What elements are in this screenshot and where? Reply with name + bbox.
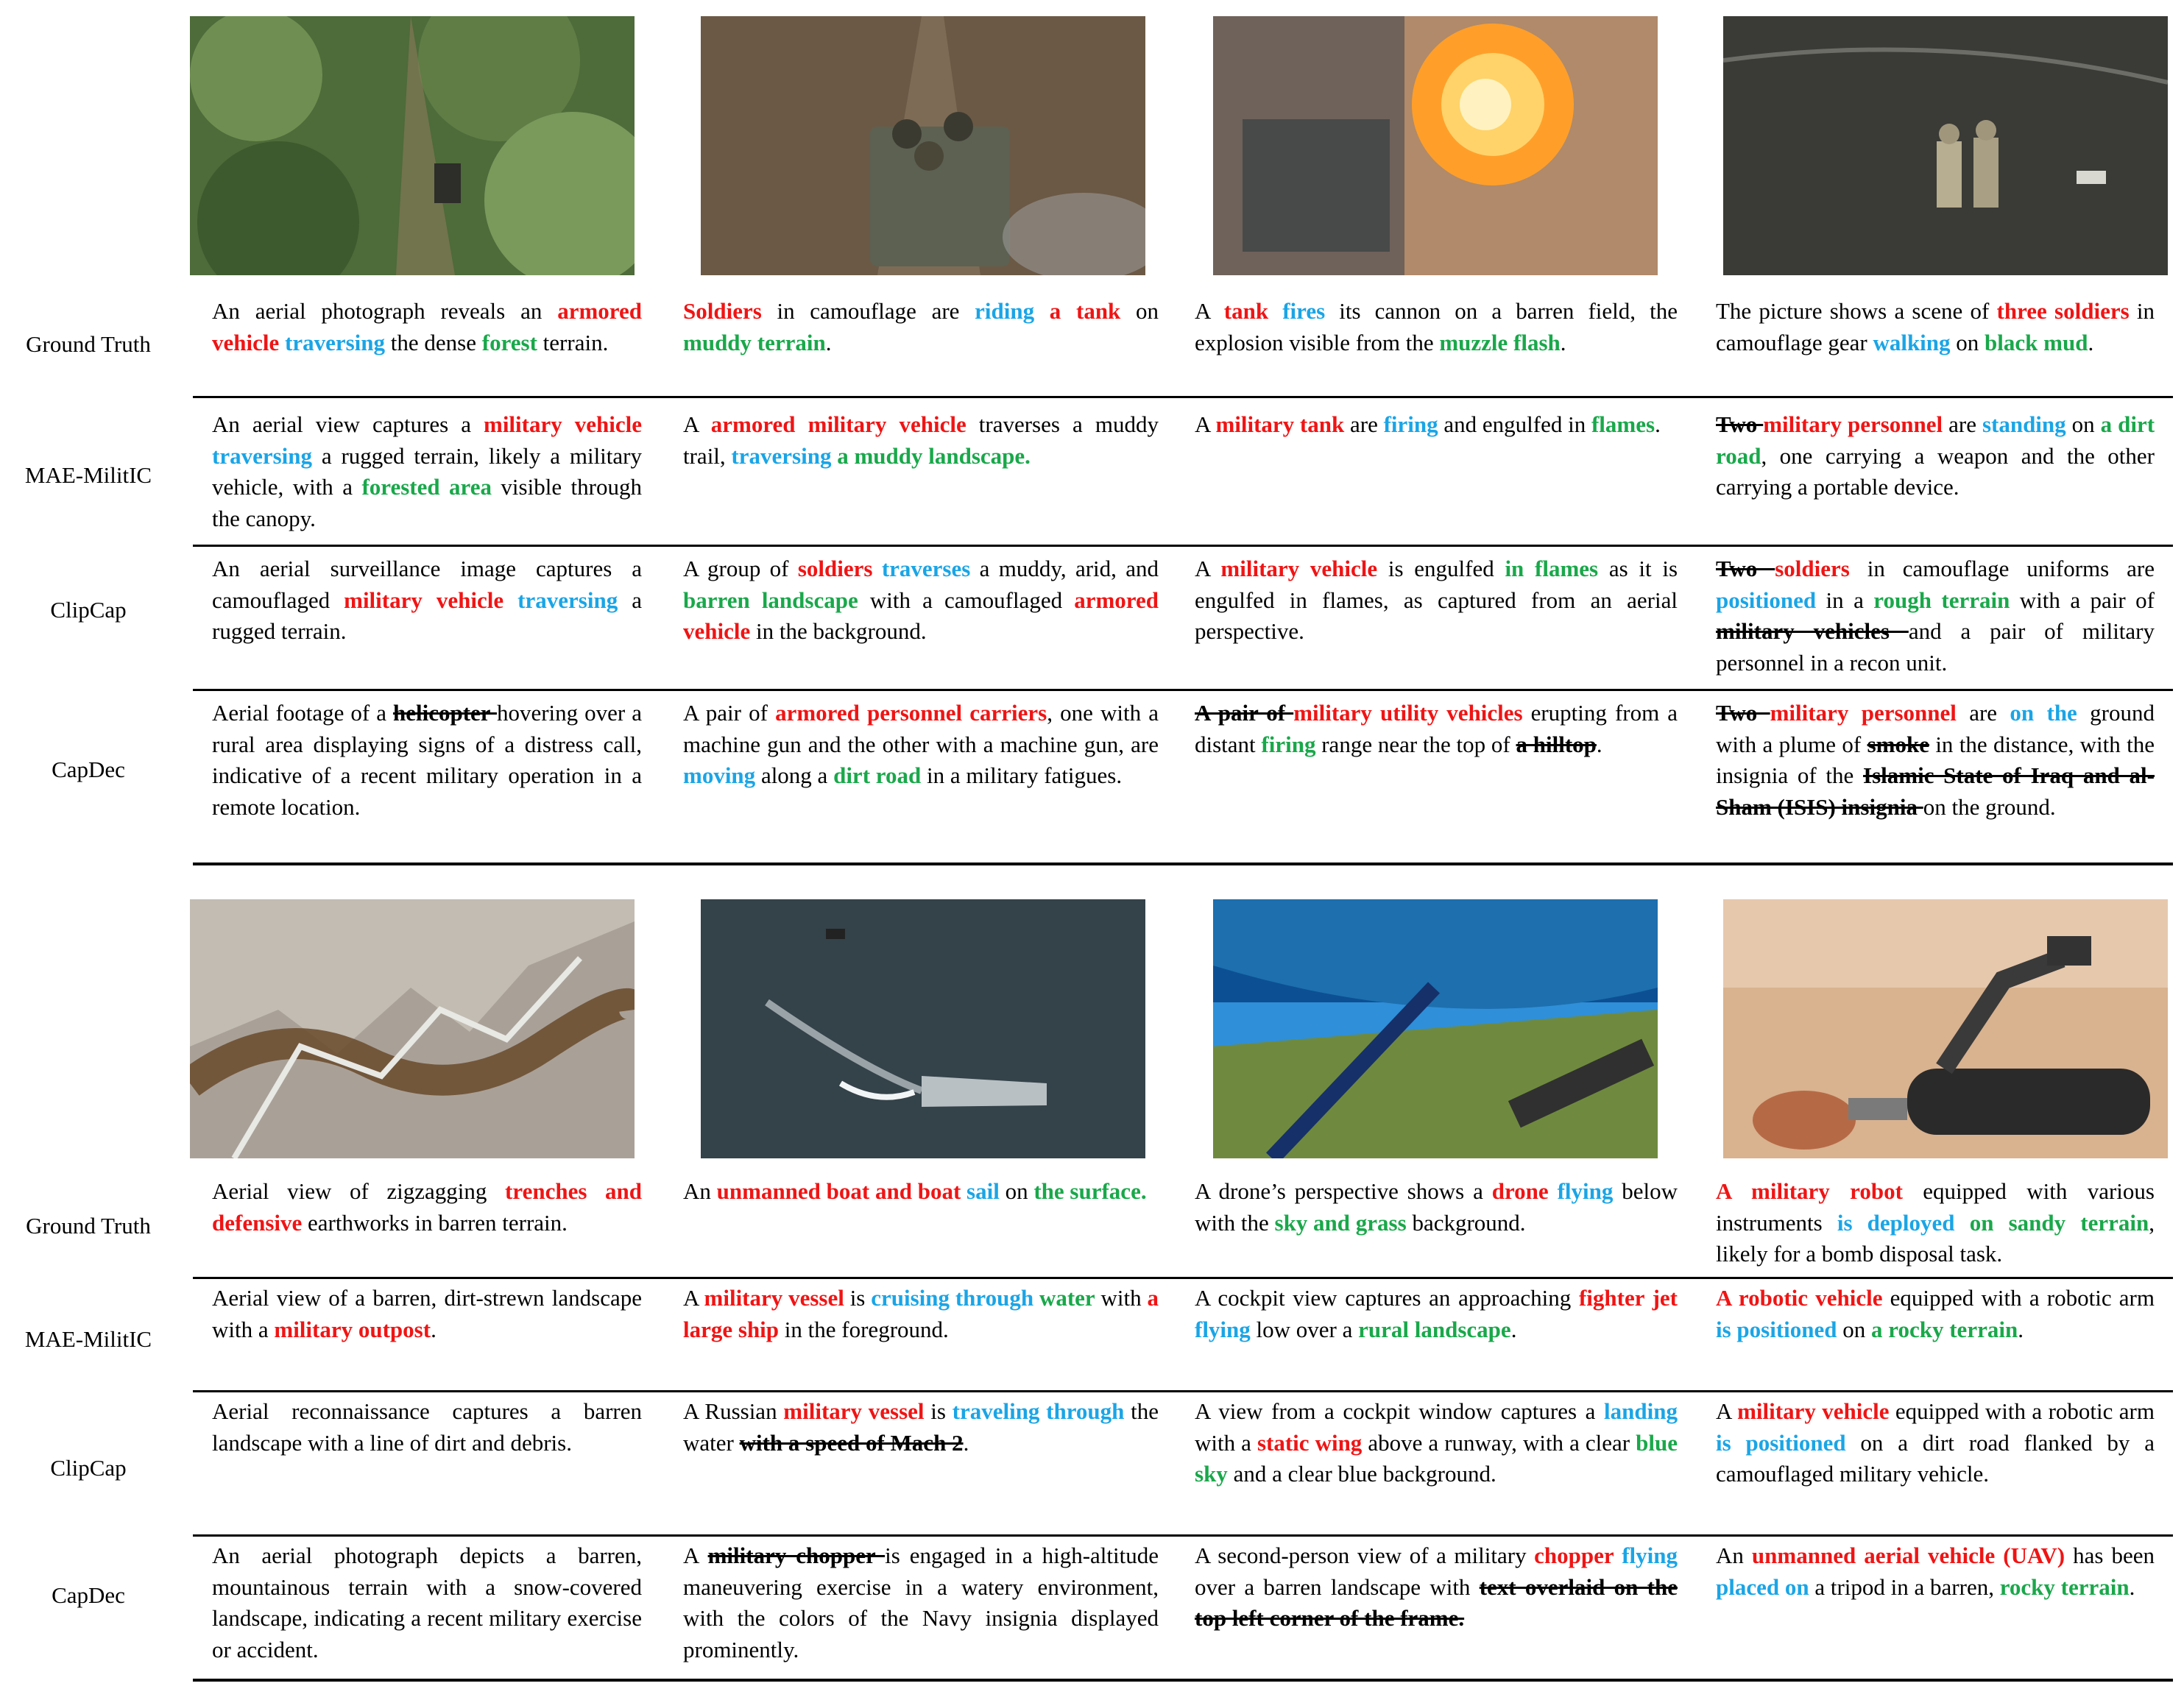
caption-b1-r4-c2-segment-4: along a (755, 762, 834, 788)
caption-b1-r1-c4-segment-4: on (1950, 329, 1985, 355)
caption-b2-r1-c1-segment-1: trenches and defensive (212, 1178, 642, 1236)
caption-b1-r4-c4 (1716, 698, 2155, 823)
caption-b2-r1-c2-segment-2 (961, 1178, 966, 1204)
caption-b2-r3-c4-segment-4: on a dirt road flanked by a camouflaged military vehicle. (1716, 1429, 2155, 1487)
caption-b2-r2-c2 (683, 1283, 1159, 1345)
caption-b2-r3-c4-segment-3: is positioned (1716, 1429, 1846, 1456)
caption-b2-r2-c4 (1716, 1283, 2155, 1345)
caption-b2-r2-c1 (212, 1283, 642, 1345)
caption-b1-r2-c1 (212, 409, 642, 534)
caption-b1-r4-c1 (212, 698, 642, 823)
caption-b1-r1-c2 (683, 296, 1159, 358)
caption-b1-r1-c2-segment-0: Soldiers (683, 298, 762, 324)
caption-b1-r3-c3-segment-1: military vehicle (1220, 556, 1378, 581)
caption-b2-r1-c3-segment-3: flying (1557, 1178, 1614, 1204)
caption-b1-r2-c2-segment-5: a muddy landscape. (837, 442, 1031, 469)
caption-b1-r2-c4-segment-5: a dirt road (1716, 411, 2155, 469)
caption-b1-r2-c1-segment-4: a rugged terrain, likely a military vehicle, with a (212, 442, 642, 500)
caption-b2-r2-c2-segment-6: with (1095, 1285, 1148, 1311)
caption-b2-r2-c3-segment-1: fighter jet (1578, 1285, 1678, 1311)
caption-b1-r2-c4-segment-2: are (1943, 411, 1982, 437)
caption-b1-r2-c3-segment-1: military tank (1215, 411, 1345, 437)
caption-b2-r3-c2-segment-0: A Russian (683, 1398, 784, 1424)
caption-b2-r3-c4-segment-2: equipped with a robotic arm (1889, 1398, 2155, 1424)
caption-b1-r2-c3-segment-5: flames (1591, 411, 1655, 437)
caption-b2-r4-c1 (212, 1540, 642, 1665)
caption-b2-r1-c4 (1716, 1176, 2155, 1270)
caption-b2-r1-c3-segment-2 (1549, 1178, 1558, 1204)
row-label-capdec: CapDec (52, 1582, 125, 1608)
caption-b1-r3-c1-segment-3: traversing (517, 587, 618, 613)
caption-b2-r1-c4-segment-3 (1955, 1210, 1970, 1236)
caption-b2-r2-c1-segment-0: Aerial view of a barren, dirt-strewn landscape with a (212, 1285, 642, 1342)
caption-b1-r3-c4-segment-8: and a pair of military personnel in a recon unit. (1716, 618, 2155, 676)
image-drone-view-sky-grass (1213, 899, 1658, 1158)
table-rule (193, 396, 2173, 398)
caption-b1-r4-c4-segment-4: ground with a plume of (1716, 700, 2155, 757)
caption-b1-r1-c2-segment-5: on (1120, 298, 1159, 324)
caption-b1-r2-c4-segment-6: , one carrying a weapon and the other carrying a portable device. (1716, 442, 2155, 500)
caption-b1-r1-c4 (1716, 296, 2155, 358)
caption-b2-r4-c4-segment-5: rocky terrain (1999, 1573, 2130, 1600)
caption-b2-r4-c2-segment-0: A (683, 1543, 708, 1568)
caption-b2-r4-c2-segment-2: is engaged in a high-altitude maneuvering exercise in a watery environment, with the colors of the Navy insignia displayed prominently. (683, 1543, 1159, 1662)
caption-b2-r2-c2-segment-7: a large ship (683, 1285, 1159, 1342)
caption-b1-r4-c3-segment-4: range near the top of (1315, 731, 1516, 757)
caption-b1-r4-c2-segment-6: in a military fatigues. (921, 762, 1123, 788)
row-label-clipcap: ClipCap (50, 597, 127, 623)
caption-b2-r3-c3-segment-3: static wing (1257, 1429, 1363, 1456)
caption-b1-r4-c2-segment-3: moving (683, 762, 756, 788)
caption-b2-r4-c4-segment-6: . (2129, 1573, 2135, 1600)
caption-b2-r2-c3 (1195, 1283, 1678, 1345)
caption-b2-r2-c4-segment-2: is positioned (1716, 1316, 1837, 1342)
caption-b1-r2-c1-segment-6: visible through the canopy. (212, 474, 642, 531)
caption-b1-r3-c4-segment-7: military vehicles (1716, 618, 1909, 644)
caption-b1-r3-c2 (683, 553, 1159, 648)
caption-b1-r3-c1-segment-0: An aerial surveillance image captures a camouflaged (212, 556, 642, 613)
caption-b1-r3-c3-segment-0: A (1195, 556, 1221, 581)
caption-b1-r4-c4-segment-3: on the (2010, 700, 2077, 726)
caption-b1-r3-c2-segment-8: in the background. (750, 618, 927, 644)
caption-b2-r3-c1 (212, 1396, 642, 1459)
caption-b1-r4-c4-segment-5: smoke (1867, 731, 1929, 757)
caption-b2-r2-c3-segment-5: rural landscape (1358, 1316, 1511, 1342)
caption-b2-r3-c3-segment-6: and a clear blue background. (1227, 1461, 1496, 1487)
caption-b1-r2-c3-segment-3: firing (1383, 411, 1438, 437)
caption-b1-r3-c2-segment-4: a muddy, arid, and (970, 556, 1159, 581)
row-label-ground-truth: Ground Truth (26, 1213, 151, 1239)
caption-b1-r4-c4-segment-8: on the ground. (1923, 793, 2056, 820)
caption-b1-r2-c2-segment-2: traverses a muddy trail, (683, 411, 1159, 469)
caption-b2-r2-c3-segment-0: A cockpit view captures an approaching (1195, 1285, 1579, 1311)
table-rule (193, 1679, 2173, 1682)
caption-b1-r3-c2-segment-7: armored vehicle (683, 587, 1159, 644)
caption-b1-r2-c4-segment-3: standing (1982, 411, 2066, 437)
caption-b2-r1-c2 (683, 1176, 1159, 1208)
caption-b2-r1-c1-segment-0: Aerial view of zigzagging (212, 1178, 506, 1204)
caption-b1-r2-c2-segment-3: traversing (731, 442, 832, 469)
caption-b1-r2-c2-segment-0: A (683, 411, 711, 437)
caption-b1-r4-c3-segment-2: erupting from a distant (1195, 700, 1678, 757)
caption-b2-r1-c1-segment-2: earthworks in barren terrain. (302, 1209, 568, 1236)
caption-b2-r1-c3-segment-0: A drone’s perspective shows a (1195, 1178, 1492, 1204)
caption-b1-r3-c4-segment-6: with a pair of (2010, 587, 2155, 613)
caption-b2-r3-c3-segment-5: blue sky (1195, 1429, 1678, 1487)
image-tank-with-soldiers-on-road (701, 16, 1145, 275)
caption-b1-r2-c4-segment-0: Two (1716, 411, 1764, 437)
caption-b2-r4-c3 (1195, 1540, 1678, 1635)
caption-b2-r3-c4-segment-1: military vehicle (1737, 1398, 1890, 1424)
caption-b2-r2-c4-segment-0: A robotic vehicle (1716, 1285, 1883, 1311)
caption-b1-r1-c1-segment-4: the dense (385, 329, 482, 355)
caption-b2-r4-c4-segment-2: has been (2065, 1543, 2155, 1568)
caption-b2-r4-c3-segment-3: flying (1622, 1543, 1678, 1568)
caption-b2-r2-c2-segment-5: water (1039, 1285, 1095, 1311)
caption-b2-r3-c4 (1716, 1396, 2155, 1490)
caption-b1-r1-c1 (212, 296, 642, 358)
caption-b1-r3-c2-segment-3: traverses (881, 556, 971, 581)
caption-b1-r1-c2-segment-2: riding (975, 298, 1035, 324)
caption-b2-r1-c2-segment-0: An (683, 1178, 717, 1204)
caption-b1-r4-c2-segment-2: , one with a machine gun and the other with a machine gun, are (683, 700, 1159, 757)
caption-b1-r1-c3-segment-1: tank (1223, 298, 1269, 324)
caption-b1-r3-c1-segment-2 (503, 587, 517, 613)
caption-b2-r4-c4-segment-3: placed on (1716, 1573, 1809, 1600)
caption-b2-r1-c3-segment-1: drone (1491, 1178, 1549, 1204)
caption-b1-r3-c3 (1195, 553, 1678, 648)
caption-b1-r4-c2 (683, 698, 1159, 792)
table-rule (193, 1277, 2173, 1279)
caption-b2-r3-c2-segment-6: . (963, 1429, 969, 1456)
caption-b1-r1-c4-segment-0: The picture shows a scene of (1716, 298, 1997, 324)
caption-b1-r1-c3-segment-5: muzzle flash (1439, 329, 1561, 355)
image-two-soldiers-on-black-mud (1723, 16, 2168, 275)
caption-b1-r2-c1-segment-3: traversing (212, 442, 313, 469)
caption-b1-r4-c3 (1195, 698, 1678, 760)
caption-b1-r4-c2-segment-0: A pair of (683, 700, 776, 726)
caption-b2-r1-c3-segment-5: sky and grass (1274, 1209, 1407, 1236)
caption-b1-r2-c1-segment-5: forested area (361, 474, 492, 500)
table-rule (193, 1534, 2173, 1537)
caption-b1-r1-c4-segment-1: three soldiers (1996, 298, 2130, 324)
caption-b1-r3-c4-segment-2: in camouflage uniforms are (1849, 556, 2155, 581)
caption-b2-r2-c3-segment-3: flying (1195, 1316, 1251, 1342)
caption-b2-r1-c1 (212, 1176, 642, 1239)
caption-b2-r3-c2-segment-3: traveling through (952, 1398, 1125, 1424)
caption-b1-r4-c4-segment-2: are (1956, 700, 2010, 726)
image-aerial-forest-armored-vehicle (190, 16, 635, 275)
figure-block-2 (0, 885, 2184, 1700)
caption-b2-r1-c4-segment-4: on sandy terrain (1969, 1209, 2149, 1236)
caption-b2-r1-c2-segment-3: sail (966, 1178, 1000, 1204)
table-rule (193, 689, 2173, 691)
caption-b1-r4-c2-segment-5: dirt road (833, 762, 922, 788)
caption-b1-r2-c1-segment-1: military vehicle (484, 411, 642, 437)
caption-b2-r1-c4-segment-5: , likely for a bomb disposal task. (1716, 1209, 2155, 1267)
caption-b1-r4-c4-segment-1: military personnel (1770, 700, 1957, 726)
caption-b1-r3-c4-segment-4: in a (1816, 587, 1874, 613)
caption-b2-r2-c4-segment-3: on (1837, 1316, 1872, 1342)
caption-b2-r1-c3-segment-6: background. (1406, 1209, 1526, 1236)
caption-b2-r3-c3-segment-2: with a (1195, 1429, 1257, 1456)
caption-b1-r3-c4-segment-0: Two (1716, 556, 1775, 581)
caption-b1-r1-c4-segment-3: walking (1873, 329, 1951, 355)
caption-b1-r4-c3-segment-1: military utility vehicles (1293, 700, 1523, 726)
image-unmanned-boat-on-water (701, 899, 1145, 1158)
caption-b1-r3-c3-segment-3: in flames (1505, 556, 1599, 581)
caption-b2-r3-c3 (1195, 1396, 1678, 1490)
caption-b2-r3-c2-segment-5: with a speed of Mach 2 (739, 1429, 964, 1456)
caption-b1-r3-c2-segment-5: barren landscape (683, 587, 858, 613)
caption-b1-r3-c3-segment-4: as it is engulfed in flames, as captured from an aerial perspective. (1195, 556, 1678, 644)
caption-b2-r3-c3-segment-1: landing (1604, 1398, 1678, 1424)
caption-b1-r2-c2 (683, 409, 1159, 472)
caption-b2-r3-c2 (683, 1396, 1159, 1459)
caption-b2-r3-c3-segment-4: above a runway, with a clear (1362, 1429, 1636, 1456)
caption-b1-r2-c4-segment-4: on (2065, 411, 2101, 437)
caption-b1-r3-c4-segment-5: rough terrain (1873, 587, 2010, 613)
caption-b1-r1-c1-segment-0: An aerial photograph reveals an (212, 298, 558, 324)
caption-b2-r3-c4-segment-0: A (1716, 1398, 1738, 1424)
caption-b1-r2-c3-segment-2: are (1344, 411, 1384, 437)
caption-b1-r4-c3-segment-6: . (1596, 731, 1602, 757)
caption-b1-r1-c4-segment-5: black mud (1985, 329, 2088, 355)
caption-b1-r2-c3-segment-6: . (1655, 411, 1661, 437)
caption-b2-r4-c4-segment-1: unmanned aerial vehicle (UAV) (1751, 1543, 2065, 1568)
caption-b2-r2-c2-segment-8: in the foreground. (779, 1316, 949, 1342)
caption-b2-r2-c2-segment-3: cruising through (871, 1285, 1034, 1311)
caption-b1-r1-c3-segment-4: its cannon on a barren field, the explosion visible from the (1195, 298, 1678, 355)
caption-b1-r3-c2-segment-6: with a camouflaged (858, 587, 1075, 613)
caption-b1-r2-c3-segment-0: A (1195, 411, 1216, 437)
caption-b1-r3-c3-segment-2: is engulfed (1377, 556, 1505, 581)
caption-b1-r3-c4 (1716, 553, 2155, 679)
caption-b2-r4-c2 (683, 1540, 1159, 1665)
caption-b1-r1-c1-segment-1: armored vehicle (212, 298, 642, 355)
caption-b1-r4-c4-segment-6: in the distance, with the insignia of the (1716, 731, 2155, 788)
caption-b1-r3-c4-segment-1: soldiers (1775, 556, 1850, 581)
caption-b1-r4-c1-segment-0: Aerial footage of a (212, 700, 393, 726)
caption-b2-r4-c4-segment-0: An (1716, 1543, 1752, 1568)
caption-b1-r4-c1-segment-2: hovering over a rural area displaying signs of a distress call, indicative of a recent military operation in a remote location. (212, 700, 642, 820)
caption-b2-r1-c3 (1195, 1176, 1678, 1239)
caption-b2-r1-c4-segment-2: is deployed (1837, 1209, 1955, 1236)
caption-b1-r2-c3 (1195, 409, 1678, 441)
caption-b1-r2-c2-segment-1: armored military vehicle (710, 411, 966, 437)
table-rule (193, 863, 2173, 865)
caption-b2-r4-c3-segment-1: chopper (1534, 1543, 1614, 1568)
caption-b1-r3-c2-segment-1: soldiers (797, 556, 873, 581)
caption-b1-r1-c1-segment-2 (279, 330, 285, 355)
caption-b1-r1-c2-segment-1: in camouflage are (761, 298, 975, 324)
caption-b1-r3-c2-segment-2 (872, 556, 881, 581)
caption-b1-r1-c1-segment-3: traversing (285, 329, 386, 355)
caption-b1-r1-c3-segment-0: A (1195, 298, 1224, 324)
caption-b2-r2-c2-segment-4 (1033, 1285, 1039, 1311)
caption-b1-r1-c3 (1195, 296, 1678, 358)
caption-b1-r4-c1-segment-1: helicopter (392, 700, 497, 726)
caption-b2-r2-c2-segment-1: military vessel (704, 1285, 844, 1311)
table-rule (193, 545, 2173, 547)
image-zigzag-trenches-barren-terrain (190, 899, 635, 1158)
caption-b1-r3-c1 (212, 553, 642, 648)
image-tank-firing-muzzle-flash (1213, 16, 1658, 275)
caption-b1-r1-c2-segment-6: muddy terrain (683, 329, 826, 355)
row-label-mae-militic: MAE-MilitIC (24, 1326, 152, 1352)
caption-b1-r1-c3-segment-3: fires (1282, 298, 1326, 324)
caption-b2-r2-c3-segment-4: low over a (1250, 1316, 1359, 1342)
caption-b2-r3-c2-segment-2: is (924, 1398, 953, 1424)
caption-b1-r3-c1-segment-4: a rugged terrain. (212, 587, 642, 644)
caption-b1-r1-c3-segment-6: . (1560, 329, 1566, 355)
caption-b1-r2-c1-segment-0: An aerial view captures a (212, 411, 484, 437)
caption-b2-r2-c1-segment-2: . (431, 1316, 437, 1342)
caption-b1-r3-c1-segment-1: military vehicle (344, 587, 504, 613)
caption-b2-r4-c2-segment-1: military chopper (707, 1543, 886, 1568)
caption-b2-r4-c3-segment-0: A second-person view of a military (1195, 1543, 1535, 1568)
caption-b1-r4-c2-segment-1: armored personnel carriers (775, 700, 1047, 726)
caption-b1-r1-c2-segment-3 (1034, 298, 1050, 324)
caption-b1-r4-c3-segment-5: a hilltop (1516, 731, 1597, 757)
caption-b1-r4-c4-segment-7: Islamic State of Iraq and al-Sham (ISIS) insignia (1716, 762, 2155, 820)
caption-b2-r4-c3-segment-4: over a barren landscape with (1195, 1573, 1480, 1600)
caption-b1-r1-c1-segment-5: forest (481, 329, 537, 355)
caption-b1-r1-c1-segment-6: terrain. (537, 329, 609, 355)
caption-b1-r1-c4-segment-6: . (2088, 329, 2094, 355)
caption-b2-r4-c1-segment-0: An aerial photograph depicts a barren, mountainous terrain with a snow-covered landscape, indicating a recent military exercise or accident. (212, 1543, 642, 1662)
caption-b2-r4-c4 (1716, 1540, 2155, 1603)
caption-b2-r3-c3-segment-0: A view from a cockpit window captures a (1195, 1398, 1605, 1424)
caption-b2-r2-c4-segment-4: a rocky terrain (1871, 1316, 2018, 1342)
image-military-robot-sandy-terrain (1723, 899, 2168, 1158)
row-label-ground-truth: Ground Truth (26, 331, 151, 357)
table-rule (193, 1390, 2173, 1392)
caption-b1-r1-c2-segment-4: a tank (1049, 298, 1121, 324)
caption-b2-r1-c4-segment-0: A military robot (1716, 1178, 1903, 1204)
caption-b2-r4-c3-segment-2 (1614, 1543, 1622, 1568)
caption-b2-r2-c4-segment-5: . (2018, 1316, 2024, 1342)
caption-b2-r1-c3-segment-4: below with the (1195, 1178, 1678, 1236)
caption-b1-r4-c3-segment-3: firing (1261, 731, 1316, 757)
caption-b1-r2-c4 (1716, 409, 2155, 503)
caption-b2-r1-c2-segment-5: the surface. (1033, 1178, 1147, 1204)
caption-b2-r2-c2-segment-0: A (683, 1285, 704, 1311)
caption-b2-r1-c4-segment-1: equipped with various instruments (1716, 1178, 2155, 1236)
caption-b1-r2-c4-segment-1: military personnel (1763, 411, 1943, 437)
row-label-capdec: CapDec (52, 757, 125, 782)
row-label-clipcap: ClipCap (50, 1455, 127, 1481)
caption-b1-r3-c2-segment-0: A group of (683, 556, 798, 581)
caption-b2-r2-c4-segment-1: equipped with a robotic arm (1882, 1285, 2155, 1311)
caption-b2-r2-c1-segment-1: military outpost (274, 1316, 431, 1342)
caption-b2-r3-c2-segment-4: the water (683, 1398, 1159, 1456)
caption-b2-r3-c1-segment-0: Aerial reconnaissance captures a barren landscape with a line of dirt and debris. (212, 1398, 642, 1456)
caption-b1-r4-c3-segment-0: A pair of (1195, 700, 1294, 726)
caption-b2-r4-c4-segment-4: a tripod in a barren, (1809, 1573, 2000, 1600)
caption-b1-r1-c4-segment-2: in camouflage gear (1716, 298, 2155, 355)
caption-b1-r3-c4-segment-3: positioned (1716, 587, 1817, 613)
caption-b1-r1-c3-segment-2 (1268, 298, 1282, 324)
row-label-mae-militic: MAE-MilitIC (24, 462, 152, 488)
caption-b2-r4-c3-segment-5: text overlaid on the top left corner of the frame. (1195, 1573, 1678, 1631)
caption-b2-r1-c2-segment-4: on (999, 1178, 1034, 1204)
caption-b2-r2-c3-segment-6: . (1510, 1316, 1517, 1342)
caption-b2-r2-c2-segment-2: is (844, 1285, 872, 1311)
caption-b1-r1-c2-segment-7: . (825, 329, 832, 355)
caption-b2-r1-c2-segment-1: unmanned boat and boat (716, 1178, 961, 1204)
caption-b2-r3-c2-segment-1: military vessel (783, 1398, 925, 1424)
caption-b1-r2-c3-segment-4: and engulfed in (1438, 411, 1591, 437)
caption-b1-r4-c4-segment-0: Two (1716, 700, 1770, 726)
